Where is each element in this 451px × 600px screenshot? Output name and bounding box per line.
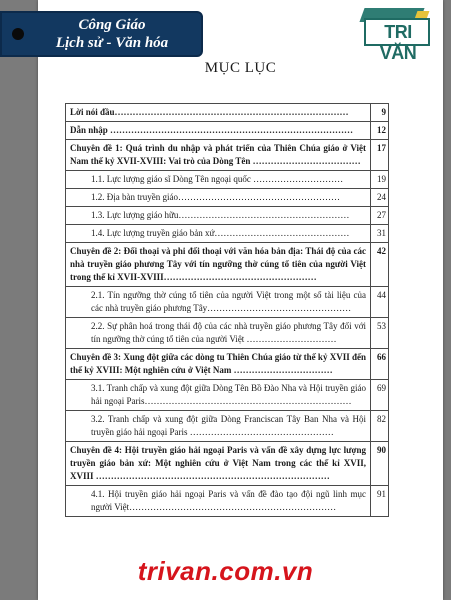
toc-row[interactable] (66, 225, 389, 243)
toc-entry-text: Chuyên đề 4: Hội truyền giáo hải ngoại Paris và vấn đề xây dựng lực lượng truyền giáo bản xứ: Một nghiên cứu ở Việt Nam trong các thế kỉ XVII, XVIII …………………………………………………………………… (66, 442, 371, 486)
toc-row[interactable] (66, 411, 389, 442)
toc-entry-text: 2.1. Tín ngưỡng thờ cúng tổ tiên của người Việt trong một số tài liệu của các nhà truyền giáo phương Tây………………………………………… (66, 287, 371, 318)
toc-page-number: 42 (371, 243, 389, 287)
toc-row[interactable] (66, 207, 389, 225)
toc-row[interactable] (66, 486, 389, 517)
toc-row[interactable] (66, 287, 389, 318)
toc-row[interactable] (66, 318, 389, 349)
toc-entry-text: 1.2. Địa bàn truyền giáo……………………………………………… (66, 189, 371, 207)
page-title: MỤC LỤC (204, 60, 277, 76)
footer-watermark: trivan.com.vn (137, 556, 314, 586)
toc-page-number: 53 (371, 318, 389, 349)
table-of-contents (65, 103, 389, 517)
toc-row[interactable] (66, 442, 389, 486)
logo-text: TRI VĂN (379, 22, 417, 63)
category-banner[interactable] (0, 11, 203, 57)
toc-row[interactable] (66, 243, 389, 287)
trivan-logo[interactable] (362, 8, 436, 63)
toc-page-number: 66 (371, 349, 389, 380)
toc-row[interactable] (66, 171, 389, 189)
toc-entry-text: 1.4. Lực lượng truyền giáo bản xứ……………………………………… (66, 225, 371, 243)
toc-page-number: 17 (371, 140, 389, 171)
toc-entry-text: 2.2. Sự phân hoá trong thái độ của các nhà truyền giáo phương Tây đối với tín ngưỡng thờ cúng tổ tiên của người Việt ………………………… (66, 318, 371, 349)
toc-page-number: 82 (371, 411, 389, 442)
toc-page-number: 19 (371, 171, 389, 189)
toc-page-number: 91 (371, 486, 389, 517)
toc-page-number: 69 (371, 380, 389, 411)
toc-entry-text: 3.1. Tranh chấp và xung đột giữa Dòng Tên Bồ Đào Nha và Hội truyền giáo hải ngoại Paris…………………………………………………………… (66, 380, 371, 411)
banner-line-2: Lịch sử - Văn hóa (55, 35, 169, 51)
toc-entry-text: 1.3. Lực lượng giáo hữu………………………………………………… (66, 207, 371, 225)
toc-page-number: 12 (371, 122, 389, 140)
bullet-icon (12, 28, 24, 40)
toc-page-number: 9 (371, 104, 389, 122)
toc-page-number: 31 (371, 225, 389, 243)
toc-row[interactable] (66, 140, 389, 171)
toc-page-number: 27 (371, 207, 389, 225)
toc-page-number: 90 (371, 442, 389, 486)
toc-row[interactable] (66, 189, 389, 207)
toc-entry-text: Dẫn nhập ……………………………………………………………………… (66, 122, 371, 140)
toc-entry-text: Lời nói đầu…………………………………………………………………… (66, 104, 371, 122)
toc-row[interactable] (66, 104, 389, 122)
toc-row[interactable] (66, 380, 389, 411)
toc-entry-text: 1.1. Lực lượng giáo sĩ Dòng Tên ngoại quốc ………………………… (66, 171, 371, 189)
toc-row[interactable] (66, 349, 389, 380)
toc-entry-text: 4.1. Hội truyền giáo hải ngoại Paris và vấn đề đào tạo đội ngũ linh mục người Việt…………………………………………………………… (66, 486, 371, 517)
toc-row[interactable] (66, 122, 389, 140)
toc-page-number: 24 (371, 189, 389, 207)
toc-page-number: 44 (371, 287, 389, 318)
banner-line-1: Công Giáo (78, 17, 146, 33)
toc-entry-text: Chuyên đề 2: Đối thoại và phi đối thoại với văn hóa bản địa: Thái độ của các nhà truyền giáo phương Tây với tín ngưỡng thờ cúng tổ tiên của người Việt trong thế kỉ XVII-XVIII…………………………………………… (66, 243, 371, 287)
toc-entry-text: 3.2. Tranh chấp và xung đột giữa Dòng Franciscan Tây Ban Nha và Hội truyền giáo hải ngoại Paris ………………………………………… (66, 411, 371, 442)
toc-entry-text: Chuyên đề 1: Quá trình du nhập và phát triển của Thiên Chúa giáo ở Việt Nam thế kỷ XVII-XVIII: Vai trò của Dòng Tên ……………………………… (66, 140, 371, 171)
toc-entry-text: Chuyên đề 3: Xung đột giữa các dòng tu Thiên Chúa giáo từ thế kỷ XVII đến thế kỷ XVIII: Một nghiên cứu ở Việt Nam …………………………… (66, 349, 371, 380)
